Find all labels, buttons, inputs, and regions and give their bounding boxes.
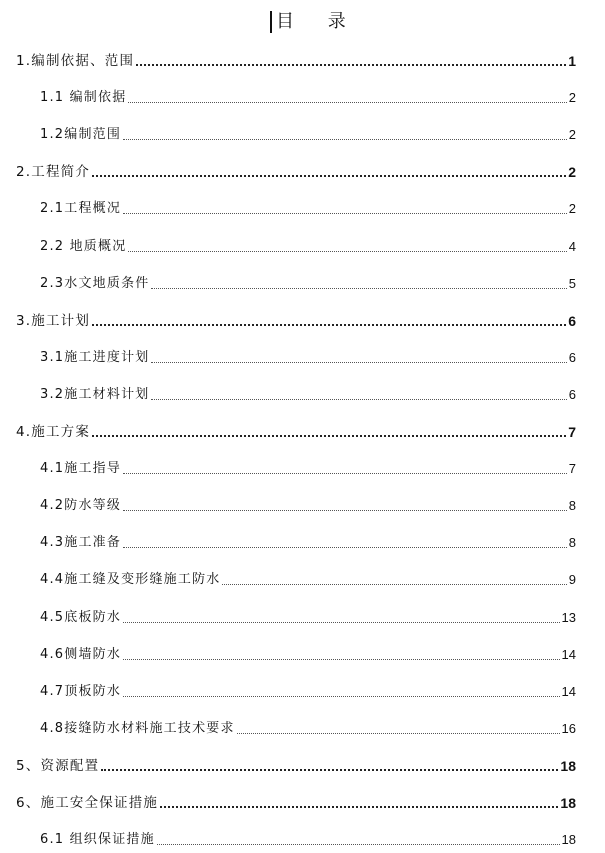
- toc-entry-section[interactable]: [40, 87, 576, 107]
- toc-entry-page-number: 6: [568, 387, 576, 402]
- toc-entry-section[interactable]: [40, 829, 576, 849]
- toc-entry-label: 4.7顶板防水: [40, 684, 122, 699]
- toc-entry-chapter[interactable]: [16, 421, 576, 441]
- toc-entry-label: 5、资源配置: [16, 758, 100, 774]
- page-title: 目 录: [276, 11, 360, 32]
- toc-entry-label: 2.2 地质概况: [40, 239, 127, 254]
- dot-leader: [222, 584, 566, 585]
- toc-entry-label: 2.工程简介: [16, 164, 91, 180]
- toc-entry-page-number: 6: [568, 313, 576, 329]
- dot-leader: [128, 251, 566, 252]
- toc-entry-section[interactable]: [40, 458, 576, 478]
- dot-leader: [92, 435, 566, 437]
- toc-entry-page-number: 18: [561, 832, 576, 847]
- toc-entry-chapter[interactable]: [16, 755, 576, 775]
- toc-entry-page-number: 4: [568, 239, 576, 254]
- toc-entry-label: 2.1工程概况: [40, 201, 122, 216]
- toc-entry-page-number: 9: [568, 572, 576, 587]
- toc-entry-chapter[interactable]: [16, 792, 576, 812]
- dot-leader: [123, 510, 567, 511]
- toc-entry-page-number: 14: [561, 647, 576, 662]
- toc-entry-page-number: 8: [568, 498, 576, 513]
- toc-entry-label: 4.施工方案: [16, 424, 91, 440]
- toc-entry-section[interactable]: [40, 644, 576, 664]
- toc-entry-section[interactable]: [40, 198, 576, 218]
- toc-entry-label: 6.1 组织保证措施: [40, 832, 155, 847]
- toc-entry-page-number: 5: [568, 276, 576, 291]
- dot-leader: [237, 733, 560, 734]
- toc-entry-label: 4.6侧墙防水: [40, 647, 122, 662]
- toc-entry-page-number: 13: [561, 610, 576, 625]
- toc-entry-label: 1.1 编制依据: [40, 90, 127, 105]
- toc-entry-page-number: 18: [560, 758, 576, 774]
- toc-entry-label: 2.3水文地质条件: [40, 276, 150, 291]
- toc-entry-page-number: 18: [560, 795, 576, 811]
- toc-entry-label: 1.2编制范围: [40, 127, 122, 142]
- toc-entry-page-number: 8: [568, 535, 576, 550]
- dot-leader: [123, 696, 559, 697]
- dot-leader: [101, 769, 558, 771]
- toc-entry-label: 4.3施工准备: [40, 535, 122, 550]
- dot-leader: [157, 844, 560, 845]
- toc-entry-section[interactable]: [40, 681, 576, 701]
- toc-entry-label: 4.4施工缝及变形缝施工防水: [40, 572, 221, 587]
- toc-entry-label: 6、施工安全保证措施: [16, 795, 159, 811]
- toc-entry-page-number: 14: [561, 684, 576, 699]
- toc-entry-page-number: 1: [568, 53, 576, 69]
- dot-leader: [151, 288, 566, 289]
- toc-entry-label: 4.2防水等级: [40, 498, 122, 513]
- toc-entry-section[interactable]: [40, 718, 576, 738]
- dot-leader: [123, 139, 567, 140]
- dot-leader: [128, 102, 566, 103]
- dot-leader: [123, 547, 567, 548]
- dot-leader: [136, 64, 566, 66]
- dot-leader: [151, 399, 566, 400]
- toc-entry-page-number: 2: [568, 164, 576, 180]
- toc-entry-label: 4.8接缝防水材料施工技术要求: [40, 721, 235, 736]
- toc-entry-section[interactable]: [40, 347, 576, 367]
- toc-entry-section[interactable]: [40, 532, 576, 552]
- dot-leader: [151, 362, 566, 363]
- toc-entry-page-number: 2: [568, 90, 576, 105]
- toc-entry-page-number: 2: [568, 127, 576, 142]
- toc-entry-chapter[interactable]: [16, 161, 576, 181]
- toc-entry-section[interactable]: [40, 384, 576, 404]
- toc-entry-label: 3.1施工进度计划: [40, 350, 150, 365]
- toc-entry-chapter[interactable]: [16, 50, 576, 70]
- toc-entry-section[interactable]: [40, 124, 576, 144]
- toc-entry-page-number: 6: [568, 350, 576, 365]
- dot-leader: [123, 622, 559, 623]
- toc-entry-section[interactable]: [40, 236, 576, 256]
- dot-leader: [92, 324, 566, 326]
- toc-entry-label: 4.1施工指导: [40, 461, 122, 476]
- toc-entry-section[interactable]: [40, 607, 576, 627]
- toc-entry-label: 3.施工计划: [16, 313, 91, 329]
- toc-entry-label: 4.5底板防水: [40, 610, 122, 625]
- dot-leader: [123, 213, 567, 214]
- dot-leader: [92, 175, 566, 177]
- toc-entry-section[interactable]: [40, 273, 576, 293]
- dot-leader: [160, 806, 558, 808]
- toc-entry-section[interactable]: [40, 569, 576, 589]
- toc-entry-label: 1.编制依据、范围: [16, 53, 135, 69]
- toc-entry-chapter[interactable]: [16, 310, 576, 330]
- dot-leader: [123, 659, 559, 660]
- toc-entry-section[interactable]: [40, 495, 576, 515]
- toc-entry-label: 3.2施工材料计划: [40, 387, 150, 402]
- toc-entry-page-number: 16: [561, 721, 576, 736]
- toc-entry-page-number: 7: [568, 461, 576, 476]
- toc-entry-page-number: 7: [568, 424, 576, 440]
- toc-entry-page-number: 2: [568, 201, 576, 216]
- text-cursor: [270, 11, 272, 33]
- dot-leader: [123, 473, 567, 474]
